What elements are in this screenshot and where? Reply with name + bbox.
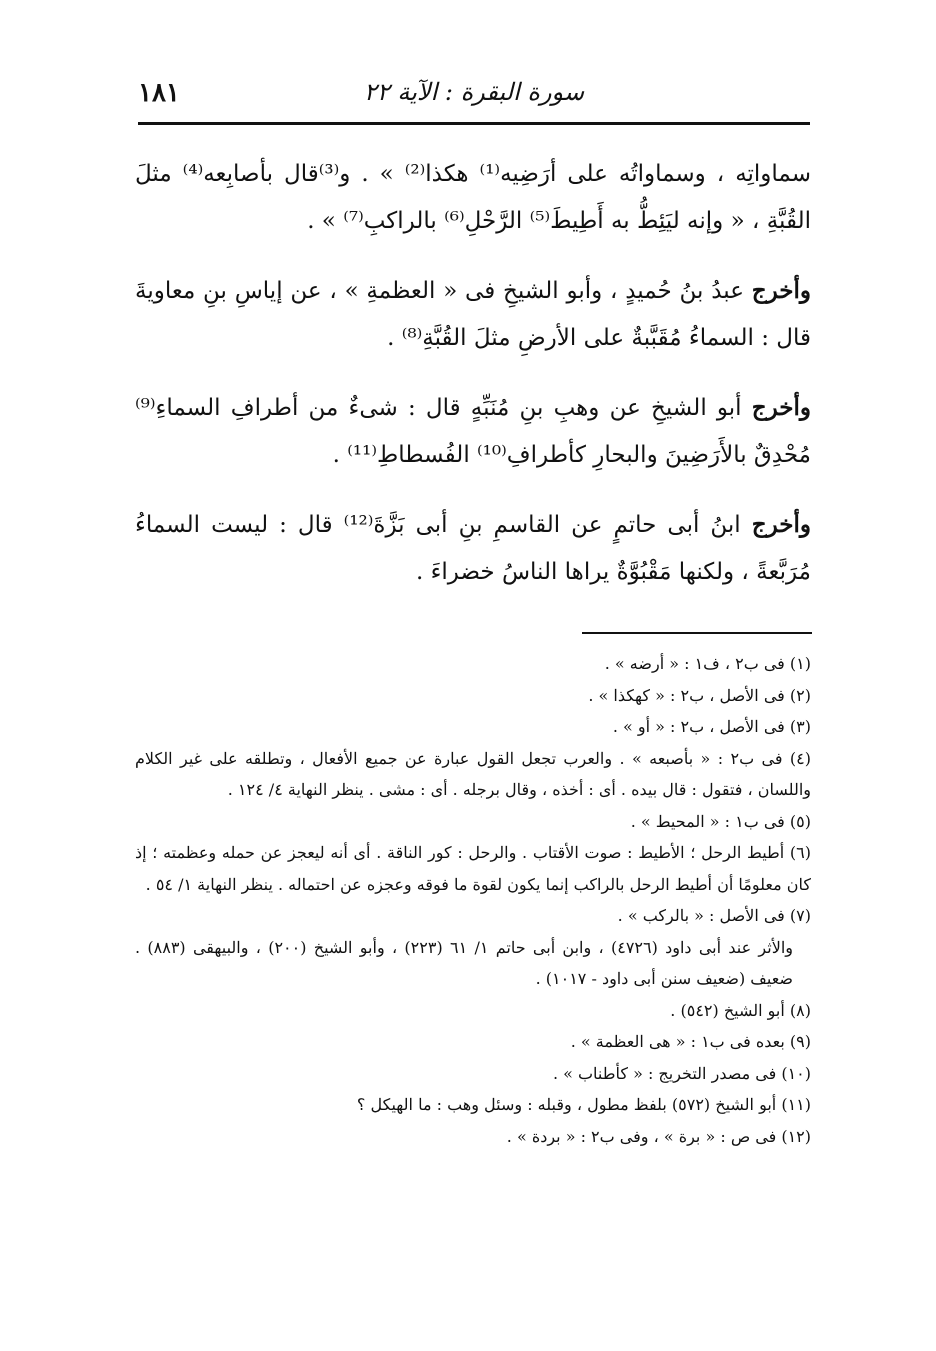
footnote: (٣) فى الأصل ، ب٢ : « أو » . — [612, 717, 811, 736]
footnote: (٥) فى ب١ : « المحيط » . — [630, 811, 811, 831]
paragraph-lead: وأخرج — [751, 277, 811, 304]
footnote-continuation: والأثر عند أبى داود (٤٧٢٦) ، وابن أبى حاتم ١/ ٦١ (٢٢٣) ، وأبو الشيخ (٢٠٠) ، والبيهقى (٨٨٣) . ضعيف (ضعيف سنن أبى داود - ١٠١٧) . — [135, 937, 793, 988]
paragraph-text: ابنُ أبى حاتمٍ عن القاسمِ بنِ أبى بَزَّةَ⁽¹²⁾ قال : ليست السماءُ مُرَبَّعةً ، ولكنها مَقْبُوَّةٌ يراها الناسُ خضراءَ . — [135, 512, 811, 585]
paragraph — [135, 267, 811, 362]
header-rule — [138, 122, 810, 125]
footnote-separator — [582, 632, 812, 634]
paragraph-text: عبدُ بنُ حُميدٍ ، وأبو الشيخِ فى « العظمةِ » ، عن إياسِ بنِ معاويةَ قال : السماءُ مُقَبَّبةٌ على الأرضِ مثلَ القُبَّةِ⁽⁸⁾ . — [135, 278, 811, 351]
paragraph — [135, 150, 811, 245]
footnote: (٨) أبو الشيخ (٥٤٢) . — [670, 1000, 811, 1020]
footnote: (١) فى ب٢ ، ف١ : « أرضه » . — [604, 654, 811, 673]
footnote: (١٢) فى ص : « برة » ، وفى ب٢ : « بردة » . — [506, 1126, 811, 1146]
footnote: (١٠) فى مصدر التخريج : « كأطناب » . — [552, 1063, 811, 1083]
page-number: ١٨١ — [138, 78, 180, 108]
paragraph-lead: وأخرج — [751, 394, 811, 421]
paragraph — [135, 384, 811, 479]
footnote: (١١) أبو الشيخ (٥٧٢) بلفظ مطول ، وقبله : وسئل وهب : ما الهيكل ؟ — [356, 1095, 811, 1114]
footnote: (٩) بعده فى ب١ : « هى العظمة » . — [570, 1032, 811, 1051]
paragraph-lead: وأخرج — [751, 511, 811, 538]
footnote: (٤) فى ب٢ : « بأصبعه » . والعرب تجعل القول عبارة عن جميع الأفعال ، وتطلقه على غير الكلام واللسان ، فتقول : قال بيده . أى : أخذه ، وقال برجله . أى : مشى . ينظر النهاية ٤/ ١٢٤ . — [135, 748, 811, 799]
page-title: سورة البقرة : الآية ٢٢ — [363, 78, 585, 106]
main-text — [135, 150, 811, 618]
footnote: (٦) أطيط الرحل ؛ الأطيط : صوت الأقتاب . والرحل : كور الناقة . أى أنه ليعجز عن حمله وعظمته ؛ إذ كان معلومًا أن أطيط الرحل بالراكب إنما يكون لقوة ما فوقه وعجزه عن احتماله . ينظر النهاية ١/ ٥٤ . — [135, 843, 812, 894]
paragraph-text: سماواتِه ، وسماواتُه على أرَضِيه⁽¹⁾ هكذا⁽²⁾ » . و⁽³⁾قال بأصابِعه⁽⁴⁾ مثلَ القُبَّةِ ، « وإنه ليَئِطُّ به أَطِيطَ⁽⁵⁾ الرَّحْلِ⁽⁶⁾ بالراكبِ⁽⁷⁾ » . — [135, 161, 811, 234]
footnote: (٧) فى الأصل : « بالركب » . — [617, 906, 811, 925]
footnote: (٢) فى الأصل ، ب٢ : « كهكذا » . — [588, 685, 811, 705]
page-header — [138, 78, 810, 120]
paragraph — [135, 501, 811, 596]
footnotes — [135, 648, 811, 1152]
paragraph-text: أبو الشيخِ عن وهبِ بنِ مُنَبِّهٍ قال : شىءٌ من أطرافِ السماءِ⁽⁹⁾ مُحْدِقٌ بالأَرَضِينَ والبحارِ كأطرافِ⁽¹⁰⁾ الفُسطاطِ⁽¹¹⁾ . — [135, 395, 811, 468]
